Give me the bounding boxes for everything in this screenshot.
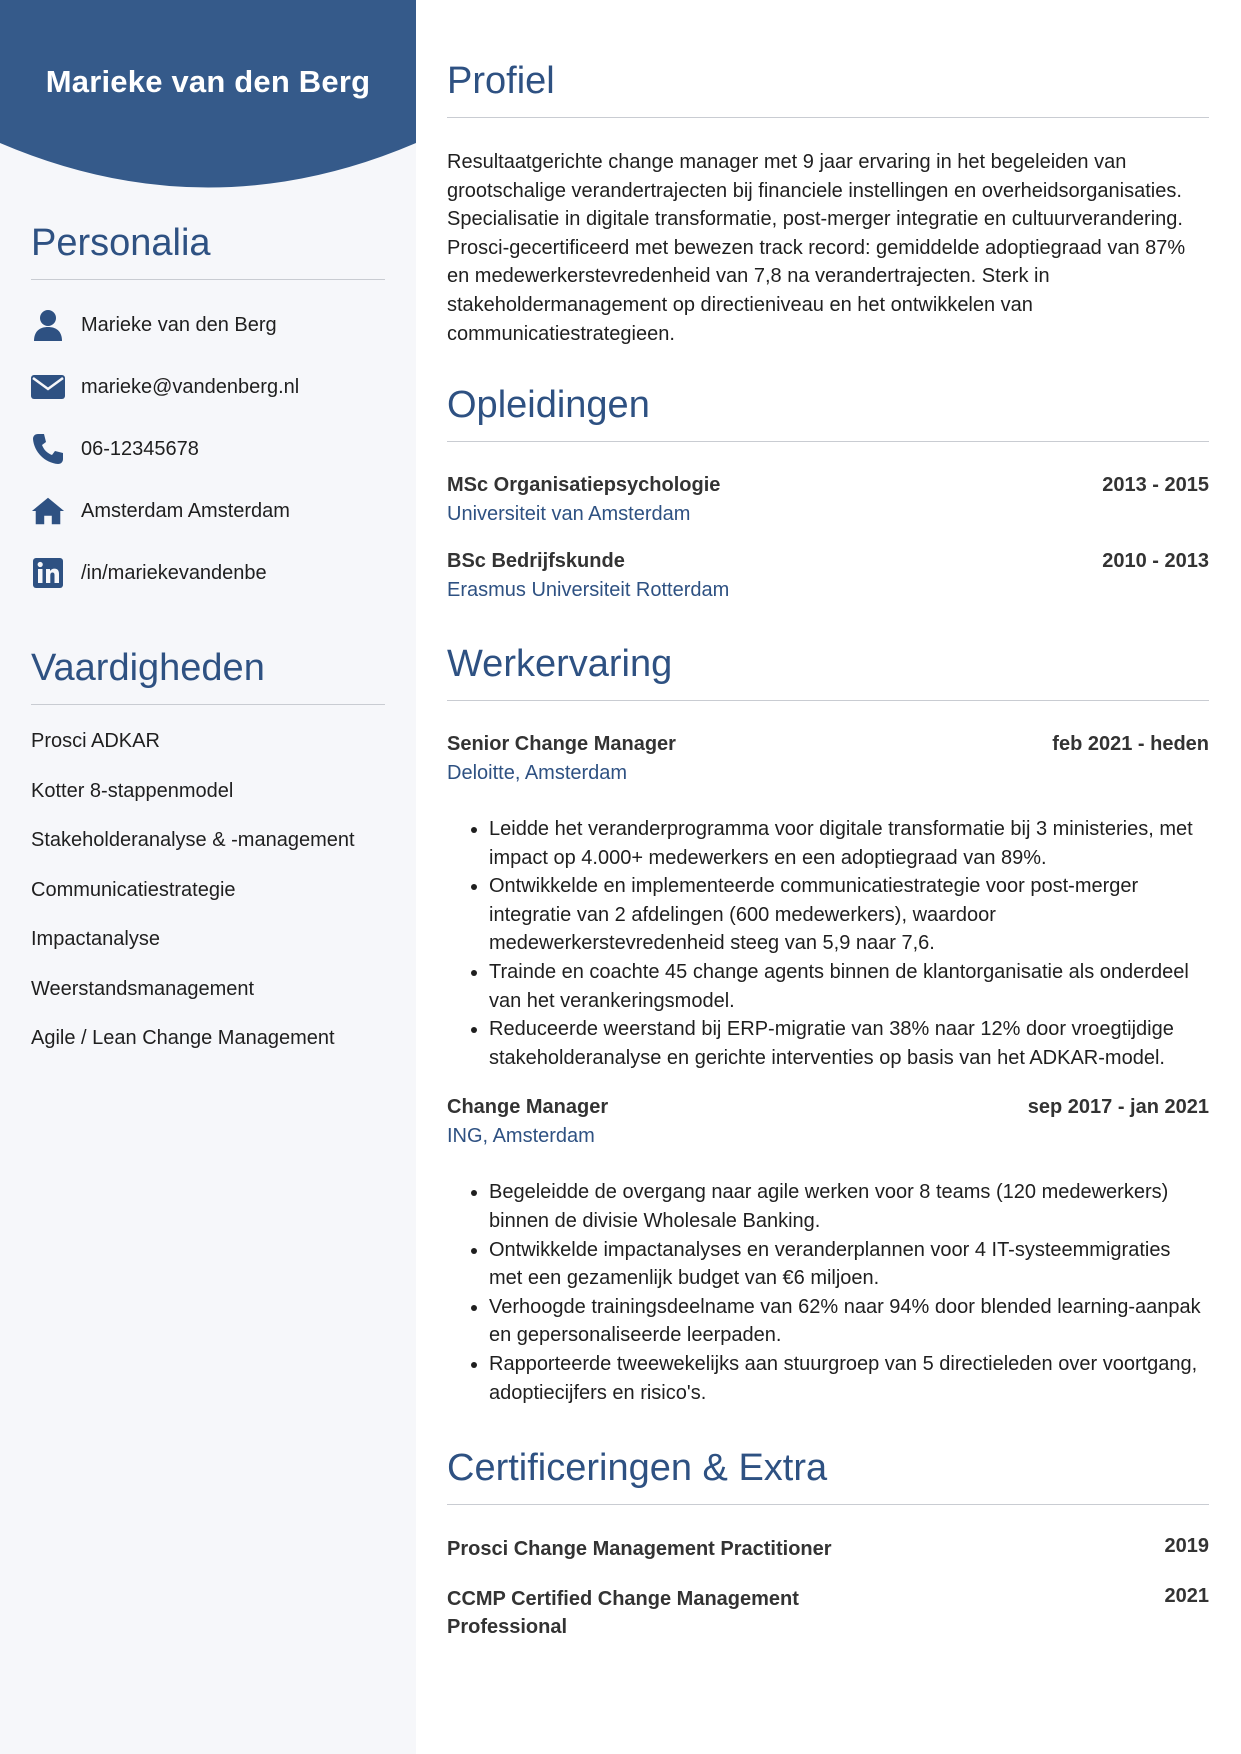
job-bullets [447,1178,1209,1407]
education-entry [447,550,1209,602]
job-bullet: • Ontwikkelde impactanalyses en veranderplannen voor 4 IT-systeemmigraties met een gezamenlijk budget van €6 miljoen. [489,1236,1209,1293]
job-role: Senior Change Manager [447,733,676,755]
job-role: Change Manager [447,1096,609,1119]
profile-title: Profiel [447,60,1209,118]
job-bullet: • Rapporteerde tweewekelijks aan stuurgroep van 5 directieleden over voortgang, adoptiecijfers en risico's. [489,1350,1209,1407]
contact-item-phone[interactable] [31,418,385,480]
contact-item-location [31,480,385,542]
job-bullet: • Reduceerde weerstand bij ERP-migratie van 38% naar 12% door vroegtijdige stakeholderanalyse en gerichte interventies op basis van het ADKAR-model. [489,1015,1209,1072]
job-period: feb 2021 - heden [1052,733,1209,755]
certifications-section [447,1447,1209,1642]
personalia-section [31,222,385,604]
education-entry [447,474,1209,526]
profile-section [447,60,1209,348]
job-company: ING, Amsterdam [447,1125,595,1148]
skill-item: Kotter 8-stappenmodel [31,779,234,802]
contact-linkedin-text[interactable]: /in/mariekevandenbe [81,561,267,584]
sidebar [0,0,416,1754]
certification-name: Prosci Change Management Practitioner [447,1538,832,1560]
job-bullet: • Leidde het veranderprogramma voor digitale transformatie bij 3 ministeries, met impact op 4.000+ medewerkers en een adoptiegraad van 89%. [489,815,1209,872]
contact-list [31,294,385,604]
skills-title: Vaardigheden [31,647,385,705]
job-bullet: • Ontwikkelde en implementeerde communicatiestrategie voor post-merger integratie van 2 afdelingen (600 medewerkers), waardoor medewerkerstevredenheid steeg van 5,9 naar 7,6. [489,872,1209,958]
contact-email-text[interactable]: marieke@vandenberg.nl [81,375,300,398]
job-entry [447,733,1209,1072]
envelope-icon [31,370,65,404]
job-company: Deloitte, Amsterdam [447,762,628,784]
certification-name: CCMP Certified Change Management Professional [447,1587,799,1639]
contact-item-linkedin[interactable] [31,542,385,604]
contact-item-name [31,294,385,356]
home-icon [31,494,65,528]
linkedin-icon [31,556,65,590]
skill-item: Impactanalyse [31,928,160,950]
contact-phone-text[interactable]: 06-12345678 [81,437,199,460]
certification-year: 2021 [1164,1584,1209,1607]
job-period: sep 2017 - jan 2021 [1027,1096,1209,1119]
education-years: 2010 - 2013 [1102,550,1209,572]
personalia-title: Personalia [31,222,385,280]
education-school: Universiteit van Amsterdam [447,503,691,525]
job-bullet: • Trainde en coachte 45 change agents binnen de klantorganisatie als onderdeel van het verankeringsmodel. [489,958,1209,1015]
skill-item: Stakeholderanalyse & -management [31,829,355,851]
job-entry [447,1096,1209,1407]
certification-year: 2019 [1164,1535,1209,1557]
skill-item: Prosci ADKAR [31,730,160,752]
education-section [447,384,1209,602]
contact-location-text: Amsterdam Amsterdam [81,499,290,522]
skills-list [31,727,385,1074]
contact-item-email[interactable] [31,356,385,418]
skill-item: Communicatiestrategie [31,878,236,901]
job-bullet: • Verhoogde trainingsdeelname van 62% naar 94% door blended learning-aanpak en gepersonaliseerde leerpaden. [489,1293,1209,1350]
education-degree: BSc Bedrijfskunde [447,550,625,572]
skill-item: Agile / Lean Change Management [31,1027,335,1049]
contact-name-text: Marieke van den Berg [81,313,277,336]
certification-entry [447,1535,1209,1564]
job-bullets [447,815,1209,1072]
certification-entry [447,1585,1209,1642]
person-icon [31,308,65,342]
job-bullet: • Begeleidde de overgang naar agile werken voor 8 teams (120 medewerkers) binnen de divisie Wholesale Banking. [489,1178,1209,1235]
experience-title: Werkervaring [447,643,1209,701]
profile-text: Resultaatgerichte change manager met 9 jaar ervaring in het begeleiden van grootschalige verandertrajecten bij financiele instellingen en overheidsorganisaties. Specialisatie in digitale transformatie, post-merger integratie en cultuurverandering. Prosci-gecertificeerd met bewezen track record: gemiddelde adoptiegraad van 87% en medewerkerstevredenheid van 7,8 na verandertrajecten. Sterk in stakeholdermanagement op directieniveau en het ontwikkelen van communicatiestrategieen. [447,151,1186,345]
experience-section [447,643,1209,1407]
phone-icon [31,432,65,466]
skill-item: Weerstandsmanagement [31,977,255,1000]
candidate-name: Marieke van den Berg [45,64,371,99]
education-degree: MSc Organisatiepsychologie [447,474,721,496]
certifications-title: Certificeringen & Extra [447,1447,1209,1505]
education-school: Erasmus Universiteit Rotterdam [447,579,730,601]
skills-section [31,647,385,1074]
education-title: Opleidingen [447,384,1209,442]
education-years: 2013 - 2015 [1102,474,1209,496]
